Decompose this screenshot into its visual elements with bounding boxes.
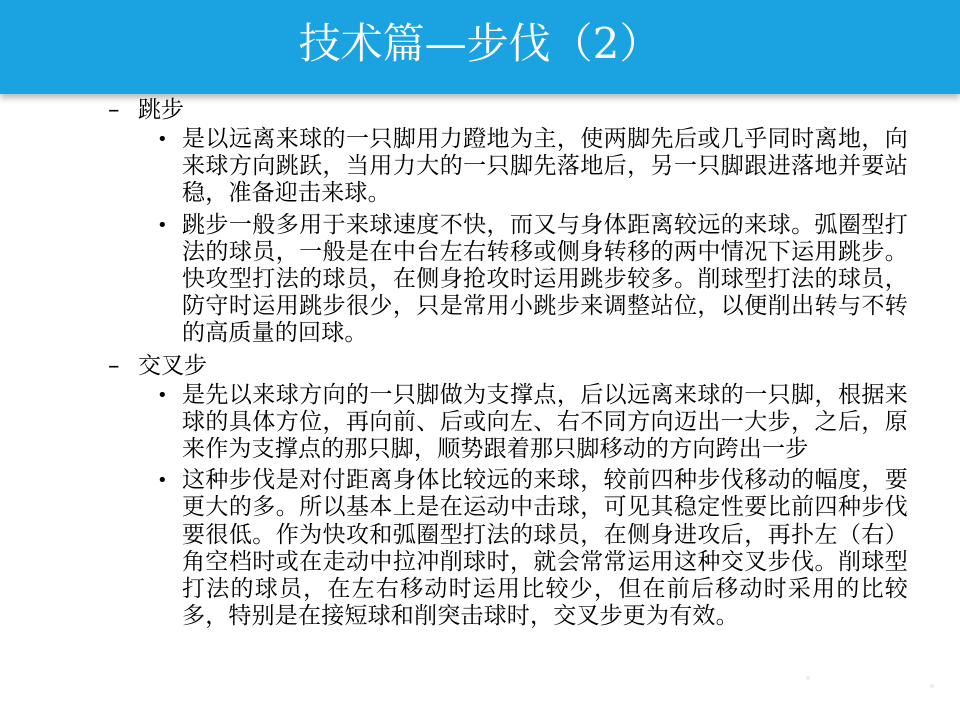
bullet-marker: •: [157, 384, 168, 406]
decorative-dot: [806, 676, 810, 680]
bullet-item: [0, 467, 960, 630]
dash-marker: –: [108, 97, 120, 123]
slide-title: 技术篇—步伐（2）: [298, 19, 662, 68]
bullet-item: [0, 126, 960, 208]
slide-content: [0, 96, 960, 634]
bullet-text: 是先以来球方向的一只脚做为支撑点，后以远离来球的一只脚，根据来球的具体方位，再向前、后或向左、右不同方向迈出一大步，之后，原来作为支撑点的那只脚，顺势跟着那只脚移动的方向跨出一步: [182, 381, 908, 463]
section-heading: [0, 352, 960, 380]
bullet-item: [0, 212, 960, 348]
decorative-dot: [930, 684, 934, 688]
dash-marker: –: [108, 352, 120, 379]
bullet-text: 这种步伐是对付距离身体比较远的来球，较前四种步伐移动的幅度，要更大的多。所以基本上是在运动中击球，可见其稳定性要比前四种步伐要很低。作为快攻和弧圈型打法的球员，在侧身进攻后，再扑左（右）角空档时或在走动中拉冲削球时，就会常常运用这种交叉步伐。削球型打法的球员，在左右移动时运用比较少，但在前后移动时采用的比较多，特别是在接短球和削突击球时，交叉步更为有效。: [182, 467, 908, 630]
section-jump-step: [0, 96, 960, 348]
bullet-marker: •: [157, 129, 168, 150]
bullet-marker: •: [157, 214, 168, 236]
title-bar: [0, 0, 960, 94]
section-heading: [0, 96, 960, 124]
bullet-text: 跳步一般多用于来球速度不快，而又与身体距离较远的来球。弧圈型打法的球员，一般是在中台左右转移或侧身转移的两中情况下运用跳步。快攻型打法的球员，在侧身抢攻时运用跳步较多。削球型打法的球员，防守时运用跳步很少，只是常用小跳步来调整站位，以便削出转与不转的高质量的回球。: [182, 211, 908, 347]
section-heading-text: 跳步: [138, 97, 184, 123]
section-cross-step: [0, 352, 960, 631]
bullet-marker: •: [157, 470, 168, 492]
bullet-text: 是以远离来球的一只脚用力蹬地为主，使两脚先后或几乎同时离地，向来球方向跳跃，当用力大的一只脚先落地后，另一只脚跟进落地并要站稳，准备迎击来球。: [182, 126, 908, 207]
section-heading-text: 交叉步: [138, 352, 207, 379]
bullet-item: [0, 382, 960, 464]
